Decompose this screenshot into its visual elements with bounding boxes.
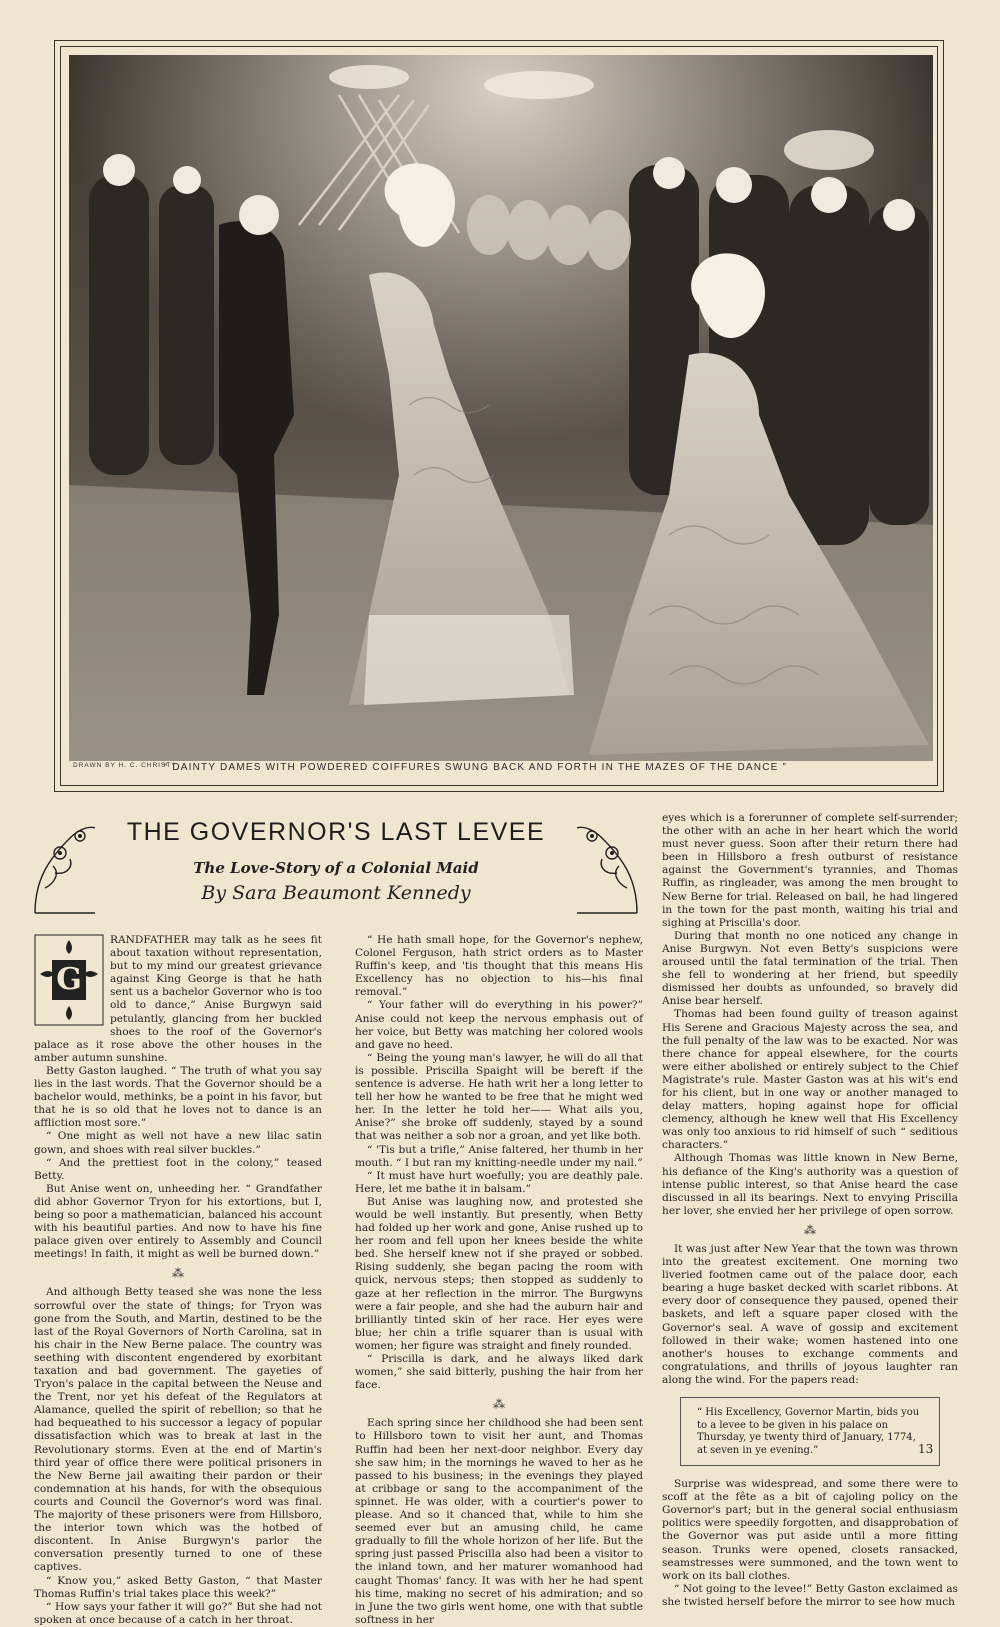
paragraph: Although Thomas was little known in New Berne, his defiance of the King's authority was a question of intense public interest, so that Anise heard the case discussed in all its bearings. Next to envying Priscilla her lover, she envied her her privilege of open sorrow. [662, 1152, 958, 1217]
paragraph: Betty Gaston laughed. “ The truth of what you say lies in the last words. That the Governor should be a bachelor would, methinks, be a point in his favor, but that he is so old that he loves not to dance is an affliction most sore.” [34, 1064, 322, 1130]
paragraph: Each spring since her childhood she had been sent to Hillsboro town to visit her aunt, and Thomas Ruffin had been her next-door neighbor. Every day she saw him; in the mornings he waved to her as he passed to his business; in the evenings they played at cribbage or sang to the accompaniment of the spinnet. He was older, with a courtier's power to please. And so it chanced that, while to him she seemed ever but an amusing child, he came gradually to fill the whole horizon of her life. But the spring just passed Priscilla also had been a visitor to the inland town, and her maturer womanhood had caught Thomas' fancy. It was with her he had spent his time, making no secret of his admiration; and so in June the two girls went home, one with that subtle softness in her [355, 1417, 643, 1626]
paragraph: “ It must have hurt woefully; you are deathly pale. Here, let me bathe it in balsam.” [355, 1169, 643, 1195]
paragraph: “ Know you,” asked Betty Gaston, “ that Master Thomas Ruffin's trial takes place this week?” [34, 1574, 322, 1600]
drop-cap-letter: G [56, 962, 82, 997]
drop-cap [34, 934, 104, 1026]
paragraph: Thomas had been found guilty of treason against His Serene and Gracious Majesty across the sea, and the full penalty of the law was to be exacted. Nor was there chance for appeal elsewhere, for the courts were either abolished or entirely subject to the Chief Magistrate's rule. Master Gaston was at his wit's end for his client, but in one way or another managed to delay matters, hoping against hope for official clemency, although he knew well that His Excellency was only too anxious to rid himself of such “ seditious characters.” [662, 1008, 958, 1152]
paragraph: “ He hath small hope, for the Governor's nephew, Colonel Ferguson, hath strict orders as to Master Ruffin's keep, and 'tis thought that this means His Excellency has no objection to his—his final removal.” [355, 934, 643, 999]
paragraph: “ Priscilla is dark, and he always liked dark women,” she said bitterly, pushing the hair from her face. [355, 1353, 643, 1392]
invitation-text: “ His Excellency, Governor Martin, bids you to a levee to be given in his palace on Thursday, ye twenty third of January, 1774, at seven in ye evening.” [697, 1407, 920, 1456]
paragraph: eyes which is a forerunner of complete self-surrender; the other with an ache in her heart which the world must never guess. Soon after their return there had been in Hillsboro a fresh outburst of resistance against the Government's tyrannies, and Thomas Ruffin, as ringleader, was among the men brought to New Berne for trial. Released on bail, he had lingered in the town for the past month, waiting his trial and sighing at Priscilla's door. [662, 812, 958, 929]
ballroom-illustration [69, 55, 933, 761]
article-title: THE GOVERNOR'S LAST LEVEE [126, 818, 546, 846]
paragraph: “ 'Tis but a trifle,” Anise faltered, her thumb in her mouth. “ I but ran my knitting-needle under my nail.” [355, 1143, 643, 1169]
paragraph: Surprise was widespread, and some there were to scoff at the fête as a bit of cajoling policy on the Governor's part; but in the general social enthusiasm politics were speedily forgotten, and disapprobation of the Governor was put aside until a more fitting season. Trunks were opened, closets ransacked, seamstresses were summoned, and the town went to work on its ball clothes. [662, 1478, 958, 1582]
paragraph: “ Not going to the levee!” Betty Gaston exclaimed as she twisted herself before the mirror to see how much [662, 1582, 958, 1608]
article-header [30, 812, 642, 924]
paragraph: And although Betty teased she was none the less sorrowful over the state of things; for Tryon was gone from the South, and Martin, destined to be the last of the Royal Governors of North Carolina, sat in his chair in the New Berne palace. The country was seething with discontent engendered by exorbitant taxation and bad government. The gayeties of Tryon's palace in the capital between the Neuse and the Trent, nor yet his defeat of the Regulators at Alamance, quelled the spirit of rebellion; so that he had bequeathed to his successor a legacy of popular dissatisfaction which was to break at last in the Revolutionary storms. Even at the end of Martin's third year of office there were political prisoners in the New Berne jail awaiting their pardon or their condemnation at his hands, for with the obsequious courts and Council the Governor's word was final. The majority of these prisoners were from Hillsboro, the interior town which was the hotbed of discontent. In Anise Burgwyn's parlor the conversation presently turned to one of these captives. [34, 1286, 322, 1574]
paragraph: During that month no one noticed any change in Anise Burgwyn. Not even Betty's suspicions were aroused until the fatal termination of the trial. Then she fell to wondering at her friend, but speedily dismissed her doubts as unfounded, so bravely did Anise bear herself. [662, 929, 958, 1008]
section-separator: ⁂ [804, 1222, 816, 1237]
paragraph: “ And the prettiest foot in the colony,” teased Betty. [34, 1156, 322, 1182]
invitation-notice [680, 1397, 940, 1466]
floral-ornament-icon [30, 818, 100, 918]
illustration-caption: “ DAINTY DAMES WITH POWDERED COIFFURES SWUNG BACK AND FORTH IN THE MAZES OF THE DANCE ” [163, 762, 787, 773]
section-separator: ⁂ [172, 1266, 184, 1281]
paragraph: “ Being the young man's lawyer, he will do all that is possible. Priscilla Spaight will be bereft if the sentence is adverse. He hath writ her a long letter to tell her how he wanted to be free that he might wed her. In the letter he told her—— What ails you, Anise?” she broke off suddenly, stayed by a sound that was neither a sob nor a groan, and yet like both. [355, 1051, 643, 1143]
illustration-credit: DRAWN BY H. C. CHRISTY [73, 762, 177, 769]
paragraph: RANDFATHER may talk as he sees fit about taxation without representation, but to my mind our greatest grievance against King George is that he hath sent us a bachelor Governor who is too old to dance,” Anise Burgwyn said petulantly, glancing from her buckled shoes to the roof of the Governor's palace as it rose above the other houses in the amber autumn sunshine. [34, 934, 322, 1064]
article-byline: By Sara Beaumont Kennedy [201, 882, 471, 904]
article-column-1 [34, 934, 322, 1627]
paragraph: But Anise was laughing now, and protested she would be well instantly. But presently, when Betty had folded up her work and gone, Anise rushed up to her room and fell upon her knees beside the white bed. She herself knew not if she prayed or sobbed. Rising suddenly, she began pacing the room with quick, nervous steps; then stopped as suddenly to gaze at her reflection in the mirror. The Burgwyns were a fair people, and she had the auburn hair and brilliantly tinted skin of her race. Her eyes were blue; her chin a trifle squarer than is usual with women; her figure was straight and finely rounded. [355, 1195, 643, 1352]
paragraph: It was just after New Year that the town was thrown into the greatest excitement. One morning two liveried footmen came out of the palace door, each bearing a huge basket decked with scarlet ribbons. At every door of consequence they paused, opened their baskets, and left a square paper closed with the Governor's seal. A wave of gossip and excitement followed in their wake; women hastened into one another's houses to exchange comments and congratulations, and thrills of joyous laughter ran along the wind. For the papers read: [662, 1243, 958, 1386]
section-separator: ⁂ [493, 1397, 505, 1412]
page-number: 13 [918, 1442, 934, 1456]
paragraph: “ One might as well not have a new lilac satin gown, and shoes with real silver buckles.” [34, 1130, 322, 1156]
paragraph: “ Your father will do everything in his power?” Anise could not keep the nervous emphasis out of her voice, but Betty was matching her colored wools and gave no heed. [355, 999, 643, 1051]
article-column-3 [662, 812, 958, 1609]
article-column-2 [355, 934, 643, 1627]
article-subtitle: The Love-Story of a Colonial Maid [193, 859, 479, 877]
illustration-frame [54, 40, 944, 792]
floral-ornament-icon [572, 818, 642, 918]
paragraph: But Anise went on, unheeding her. “ Grandfather did abhor Governor Tryon for his extortions, but I, being so poor a mathematician, balanced his account with his beautiful parties. And now to have his fine palace given over entirely to Assembly and Council meetings! In faith, it might as well be burned down.” [34, 1182, 322, 1261]
paragraph: “ How says your father it will go?” But she had not spoken at once because of a catch in her throat. [34, 1600, 322, 1626]
